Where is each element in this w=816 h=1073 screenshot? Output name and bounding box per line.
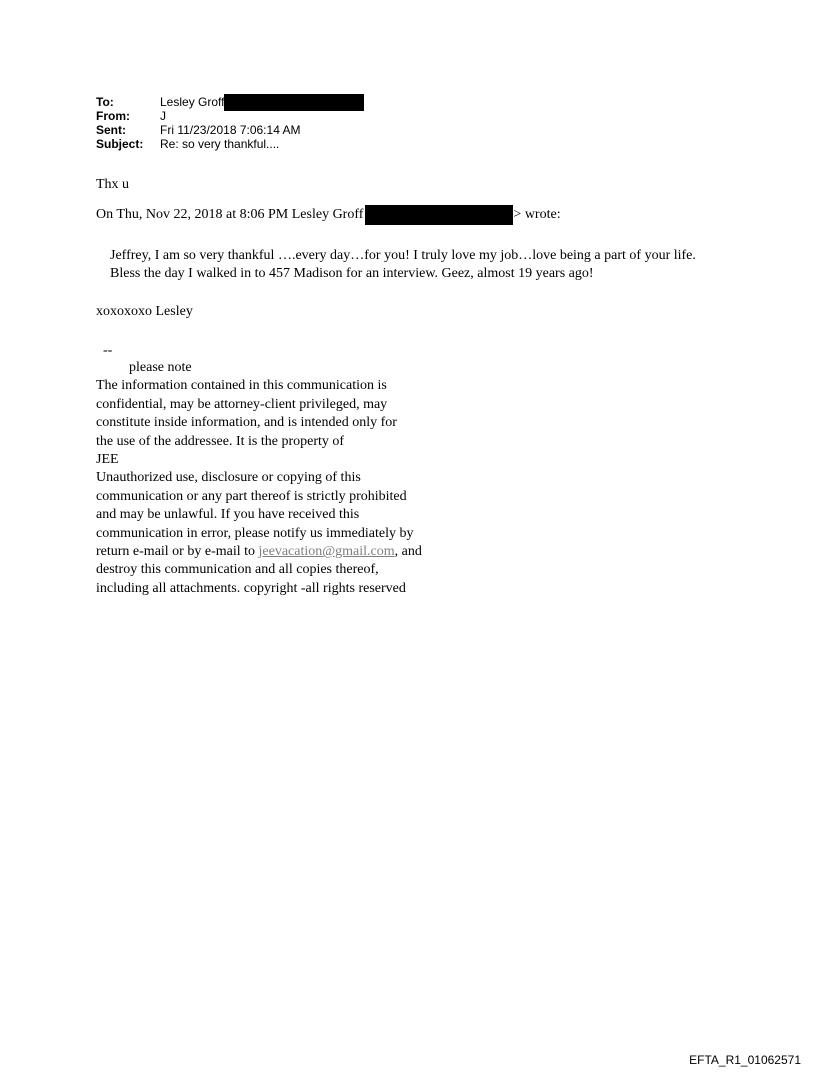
disclaimer-line: The information contained in this communication is [96, 378, 387, 394]
disclaimer-line: confidential, may be attorney-client privileged, may [96, 396, 388, 412]
disclaimer [96, 359, 496, 598]
signature-separator: -- [103, 343, 113, 358]
subject-value: Re: so very thankful.... [160, 137, 280, 151]
email-link[interactable]: jeevacation@gmail.com [258, 544, 395, 560]
disclaimer-line: communication in error, please notify us immediately by [96, 525, 414, 541]
disclaimer-line-prefix: return e-mail or by e-mail to [96, 544, 255, 560]
header-sent-row [96, 123, 364, 137]
header-to-row [96, 95, 364, 109]
attribution-suffix: > wrote: [513, 207, 561, 222]
to-value: Lesley Groff [160, 95, 225, 109]
disclaimer-line [96, 543, 496, 561]
document-id: EFTA_R1_01062571 [689, 1053, 801, 1067]
quote-attribution [96, 205, 561, 225]
sent-label: Sent: [96, 123, 126, 137]
redaction-box [224, 94, 364, 111]
to-label: To: [96, 95, 114, 109]
disclaimer-line: constitute inside information, and is intended only for [96, 415, 397, 431]
disclaimer-line: communication or any part thereof is strictly prohibited [96, 488, 407, 504]
from-value: J [160, 109, 166, 123]
quoted-message: Jeffrey, I am so very thankful ….every day…for you! I truly love my job…love being a part of your life. Bless the day I walked in to 457 Madison for an interview. Geez, almost 19 years ago! [110, 248, 696, 281]
header-from-row [96, 109, 364, 123]
signoff: xoxoxoxo Lesley [96, 304, 193, 319]
disclaimer-line: the use of the addressee. It is the property of [96, 433, 345, 449]
disclaimer-line: and may be unlawful. If you have received this [96, 507, 360, 523]
disclaimer-line: including all attachments. copyright -all rights reserved [96, 580, 406, 596]
header-subject-row [96, 137, 364, 151]
attribution-prefix: On Thu, Nov 22, 2018 at 8:06 PM Lesley Groff [96, 207, 364, 222]
from-label: From: [96, 109, 130, 123]
redaction-box [365, 205, 513, 225]
disclaimer-line: Unauthorized use, disclosure or copying of this [96, 470, 361, 486]
disclaimer-line-suffix: , and [394, 544, 422, 560]
email-header [96, 95, 364, 151]
reply-text: Thx u [96, 177, 130, 192]
sent-value: Fri 11/23/2018 7:06:14 AM [160, 123, 301, 137]
disclaimer-line: destroy this communication and all copies thereof, [96, 562, 379, 578]
subject-label: Subject: [96, 137, 144, 151]
disclaimer-line: JEE [96, 452, 119, 468]
disclaimer-please-note: please note [129, 360, 192, 375]
